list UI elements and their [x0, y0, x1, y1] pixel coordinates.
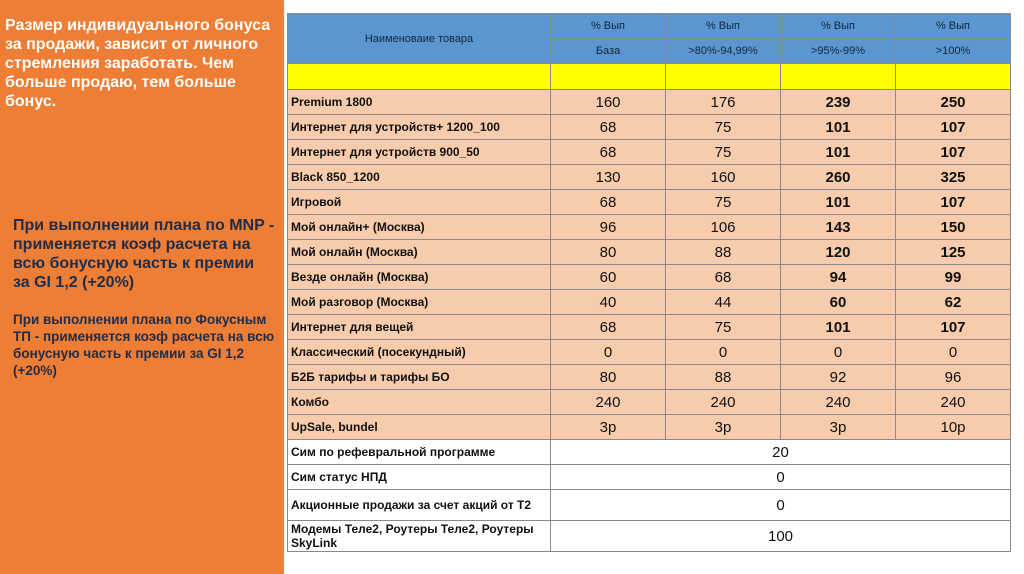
- product-name: Сим по рефевральной программе: [288, 440, 551, 465]
- info-panel: [0, 0, 283, 574]
- bonus-value: 40: [551, 290, 666, 315]
- bonus-value: 3р: [666, 415, 781, 440]
- table-row: [288, 465, 1011, 490]
- header-row: [288, 14, 1011, 39]
- bonus-value: 20: [551, 440, 1011, 465]
- table-row: [288, 140, 1011, 165]
- bonus-value: 160: [666, 165, 781, 190]
- bonus-title: Размер индивидуального бонуса за продажи, зависит от личного стремления заработать. Чем больше продаю, тем больше бонус.: [5, 17, 271, 110]
- bonus-value: 240: [781, 390, 896, 415]
- bonus-value: 75: [666, 115, 781, 140]
- table-row: [288, 365, 1011, 390]
- bonus-value: 260: [781, 165, 896, 190]
- product-name: Модемы Теле2, Роутеры Теле2, Роутеры SkyLink: [288, 521, 551, 552]
- product-name: UpSale, bundel: [288, 415, 551, 440]
- bonus-value: 107: [896, 115, 1011, 140]
- fixed-bonus-rows: [288, 440, 1011, 552]
- bonus-value: 88: [666, 365, 781, 390]
- product-name: Premium 1800: [288, 90, 551, 115]
- table-row: [288, 340, 1011, 365]
- bonus-value: 68: [551, 115, 666, 140]
- bonus-value: 68: [666, 265, 781, 290]
- bonus-value: 101: [781, 190, 896, 215]
- bonus-value: 0: [781, 340, 896, 365]
- bonus-value: 94: [781, 265, 896, 290]
- bonus-value: 107: [896, 190, 1011, 215]
- bonus-value: 239: [781, 90, 896, 115]
- table-row: [288, 521, 1011, 552]
- bonus-value: 240: [666, 390, 781, 415]
- bonus-value: 96: [896, 365, 1011, 390]
- table-row: [288, 290, 1011, 315]
- bonus-value: 107: [896, 140, 1011, 165]
- bonus-value: 80: [551, 365, 666, 390]
- bonus-value: 75: [666, 190, 781, 215]
- product-name: Black 850_1200: [288, 165, 551, 190]
- product-name-header: Наименоваие товара: [288, 14, 551, 64]
- bonus-value: 0: [551, 490, 1011, 521]
- bonus-value: 106: [666, 215, 781, 240]
- bonus-value: 240: [896, 390, 1011, 415]
- bonus-value: 130: [551, 165, 666, 190]
- bonus-value: 68: [551, 190, 666, 215]
- level-header: >80%-94,99%: [666, 39, 781, 64]
- bonus-value: 250: [896, 90, 1011, 115]
- bonus-value: 75: [666, 140, 781, 165]
- bonus-value: 92: [781, 365, 896, 390]
- bonus-value: 143: [781, 215, 896, 240]
- bonus-value: 107: [896, 315, 1011, 340]
- bonus-value: 240: [551, 390, 666, 415]
- product-name: Комбо: [288, 390, 551, 415]
- table-row: [288, 190, 1011, 215]
- table-row: [288, 115, 1011, 140]
- bonus-value: 60: [551, 265, 666, 290]
- bonus-value: 68: [551, 140, 666, 165]
- pct-header: % Вып: [666, 14, 781, 39]
- product-name: Б2Б тарифы и тарифы БО: [288, 365, 551, 390]
- table-row: [288, 265, 1011, 290]
- focus-note: При выполнении плана по Фокусным ТП - применяется коэф расчета на всю бонусную часть к премии за GI 1,2 (+20%): [13, 312, 275, 378]
- product-name: Мой онлайн+ (Москва): [288, 215, 551, 240]
- level-header: База: [551, 39, 666, 64]
- pct-header: % Вып: [551, 14, 666, 39]
- product-name: Сим статус НПД: [288, 465, 551, 490]
- bonus-value: 0: [666, 340, 781, 365]
- table-row: [288, 90, 1011, 115]
- table-row: [288, 440, 1011, 465]
- bonus-value: 0: [551, 465, 1011, 490]
- product-name: Интернет для устройств 900_50: [288, 140, 551, 165]
- mnp-note: При выполнении плана по MNP - применяется коэф расчета на всю бонусную часть к премии за GI 1,2 (+20%): [13, 217, 275, 291]
- table-row: [288, 165, 1011, 190]
- bonus-value: 100: [551, 521, 1011, 552]
- bonus-value: 101: [781, 115, 896, 140]
- table-row: [288, 490, 1011, 521]
- panel-divider: [283, 0, 284, 574]
- bonus-value: 44: [666, 290, 781, 315]
- bonus-value: 0: [551, 340, 666, 365]
- bonus-value: 68: [551, 315, 666, 340]
- table-row: [288, 390, 1011, 415]
- bonus-value: 120: [781, 240, 896, 265]
- tariff-rows: [288, 90, 1011, 440]
- bonus-value: 150: [896, 215, 1011, 240]
- product-name: Игровой: [288, 190, 551, 215]
- bonus-value: 0: [896, 340, 1011, 365]
- highlight-row: [288, 64, 1011, 90]
- pct-header: % Вып: [896, 14, 1011, 39]
- bonus-value: 101: [781, 315, 896, 340]
- bonus-value: 125: [896, 240, 1011, 265]
- pct-header: % Вып: [781, 14, 896, 39]
- bonus-value: 325: [896, 165, 1011, 190]
- bonus-value: 96: [551, 215, 666, 240]
- table-row: [288, 415, 1011, 440]
- bonus-value: 3р: [551, 415, 666, 440]
- bonus-value: 10р: [896, 415, 1011, 440]
- table-row: [288, 215, 1011, 240]
- level-header: >95%-99%: [781, 39, 896, 64]
- product-name: Интернет для устройств+ 1200_100: [288, 115, 551, 140]
- product-name: Акционные продажи за счет акций от Т2: [288, 490, 551, 521]
- product-name: Везде онлайн (Москва): [288, 265, 551, 290]
- bonus-value: 75: [666, 315, 781, 340]
- product-name: Мой онлайн (Москва): [288, 240, 551, 265]
- table-row: [288, 240, 1011, 265]
- bonus-value: 60: [781, 290, 896, 315]
- bonus-value: 3р: [781, 415, 896, 440]
- bonus-value: 88: [666, 240, 781, 265]
- bonus-value: 160: [551, 90, 666, 115]
- bonus-value: 80: [551, 240, 666, 265]
- bonus-value: 101: [781, 140, 896, 165]
- coefficient-notes: [13, 216, 275, 379]
- table-row: [288, 315, 1011, 340]
- level-header: >100%: [896, 39, 1011, 64]
- product-name: Интернет для вещей: [288, 315, 551, 340]
- product-name: Мой разговор (Москва): [288, 290, 551, 315]
- product-name: Классический (посекундный): [288, 340, 551, 365]
- bonus-value: 176: [666, 90, 781, 115]
- bonus-value: 62: [896, 290, 1011, 315]
- bonus-table: [287, 13, 1011, 552]
- bonus-value: 99: [896, 265, 1011, 290]
